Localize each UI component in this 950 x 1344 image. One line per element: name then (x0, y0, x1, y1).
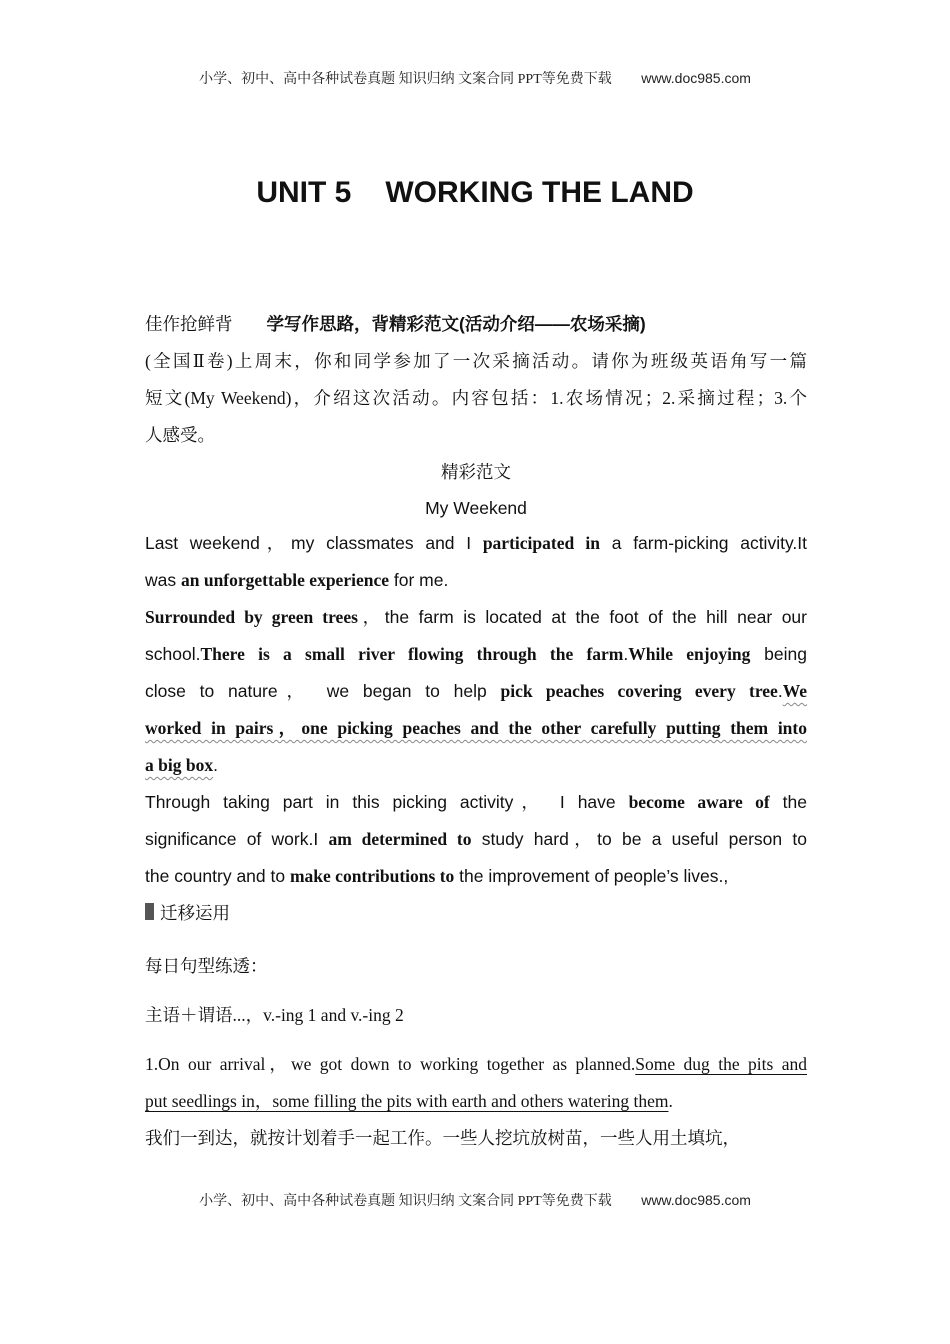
wavy-key-sentence: worked in pairs，one picking peaches and the other carefully putting them into (145, 718, 807, 738)
page-header (0, 68, 950, 88)
key-phrase: an unforgettable experience (180, 570, 389, 590)
essay-heading: 精彩范文 (441, 462, 511, 482)
text-run: the country and to (145, 866, 290, 886)
text-run: being (750, 644, 807, 664)
underlined-sentence: put seedlings in，some filling the pits with earth and others watering them (145, 1091, 669, 1111)
text-run: study hard，to be a useful person to (471, 829, 807, 849)
text-run: was (145, 570, 181, 590)
section-heading (145, 306, 807, 343)
document-body (145, 306, 807, 1157)
text-run: . (623, 644, 629, 664)
wavy-key-sentence: We (782, 681, 807, 701)
text-run: the improvement of people’s lives., (454, 866, 729, 886)
text-run: 1.On our arrival，we got down to working together as planned. (145, 1054, 636, 1074)
text-run: . (213, 755, 218, 775)
key-phrase: While enjoying (628, 644, 751, 664)
section-marker-icon (145, 903, 154, 920)
title-unit: UNIT 5 (256, 176, 352, 209)
text-run: Last weekend，my classmates and I (145, 533, 483, 553)
practice-label: 迁移运用 (160, 903, 230, 923)
essay-title: My Weekend (425, 498, 527, 518)
text-run: Through taking part in this picking activity， I have (145, 792, 629, 812)
pattern-text: 主语＋谓语...，v.-ing 1 and v.-ing 2 (145, 1005, 404, 1025)
footer-site-link[interactable]: www.doc985.com (641, 1192, 751, 1208)
text-run: . (777, 681, 783, 701)
text-run: close to nature， we began to help (145, 681, 501, 701)
title-name: WORKING THE LAND (385, 176, 694, 209)
header-text: 小学、初中、高中各种试卷真题 知识归纳 文案合同 PPT等免费下载 (199, 72, 612, 87)
section-label: 佳作抢鲜背 (145, 314, 233, 334)
prompt-line-1: (全国Ⅱ卷)上周末，你和同学参加了一次采摘活动。请你为班级英语角写一篇 (145, 351, 807, 371)
header-site-link[interactable]: www.doc985.com (641, 70, 751, 86)
text-run: ，the farm is located at the foot of the hill near our (357, 607, 807, 627)
footer-text: 小学、初中、高中各种试卷真题 知识归纳 文案合同 PPT等免费下载 (199, 1194, 612, 1209)
sentence-pattern (145, 997, 807, 1034)
text-run: the (769, 792, 807, 812)
exercise-1-translation: 我们一到达，就按计划着手一起工作。一些人挖坑放树苗，一些人用土填坑， (145, 1128, 740, 1148)
key-phrase: participated in (482, 533, 601, 553)
text-run: a farm-picking activity.It (600, 533, 807, 553)
key-phrase: pick peaches covering every tree (500, 681, 778, 701)
text-run: . (668, 1091, 673, 1111)
key-phrase: Surrounded by green trees (145, 607, 358, 627)
key-phrase: make contributions to (289, 866, 455, 886)
text-run: school. (145, 644, 201, 664)
essay-paragraph-1 (145, 525, 807, 599)
text-run: for me. (389, 570, 449, 590)
prompt-line-2: 短文(My Weekend)，介绍这次活动。内容包括：1.农场情况；2.采摘过程；3.个 (145, 388, 807, 408)
key-phrase: am determined to (328, 829, 472, 849)
daily-pattern-heading: 每日句型练透： (145, 956, 268, 976)
key-phrase: become aware of (628, 792, 770, 812)
essay-paragraph-2 (145, 599, 807, 784)
section-subtitle: 学写作思路，背精彩范文(活动介绍——农场采摘) (266, 314, 646, 334)
underlined-sentence: Some dug the pits and (635, 1054, 807, 1074)
page-title (0, 176, 950, 210)
page-footer (0, 1190, 950, 1210)
exercise-1 (145, 1046, 807, 1157)
wavy-key-sentence: a big box (145, 755, 214, 775)
essay-paragraph-3 (145, 784, 807, 895)
practice-heading (145, 895, 807, 932)
prompt-line-3: 人感受。 (145, 425, 215, 445)
key-phrase: There is a small river flowing through the farm (200, 644, 624, 664)
text-run: significance of work.I (145, 829, 329, 849)
